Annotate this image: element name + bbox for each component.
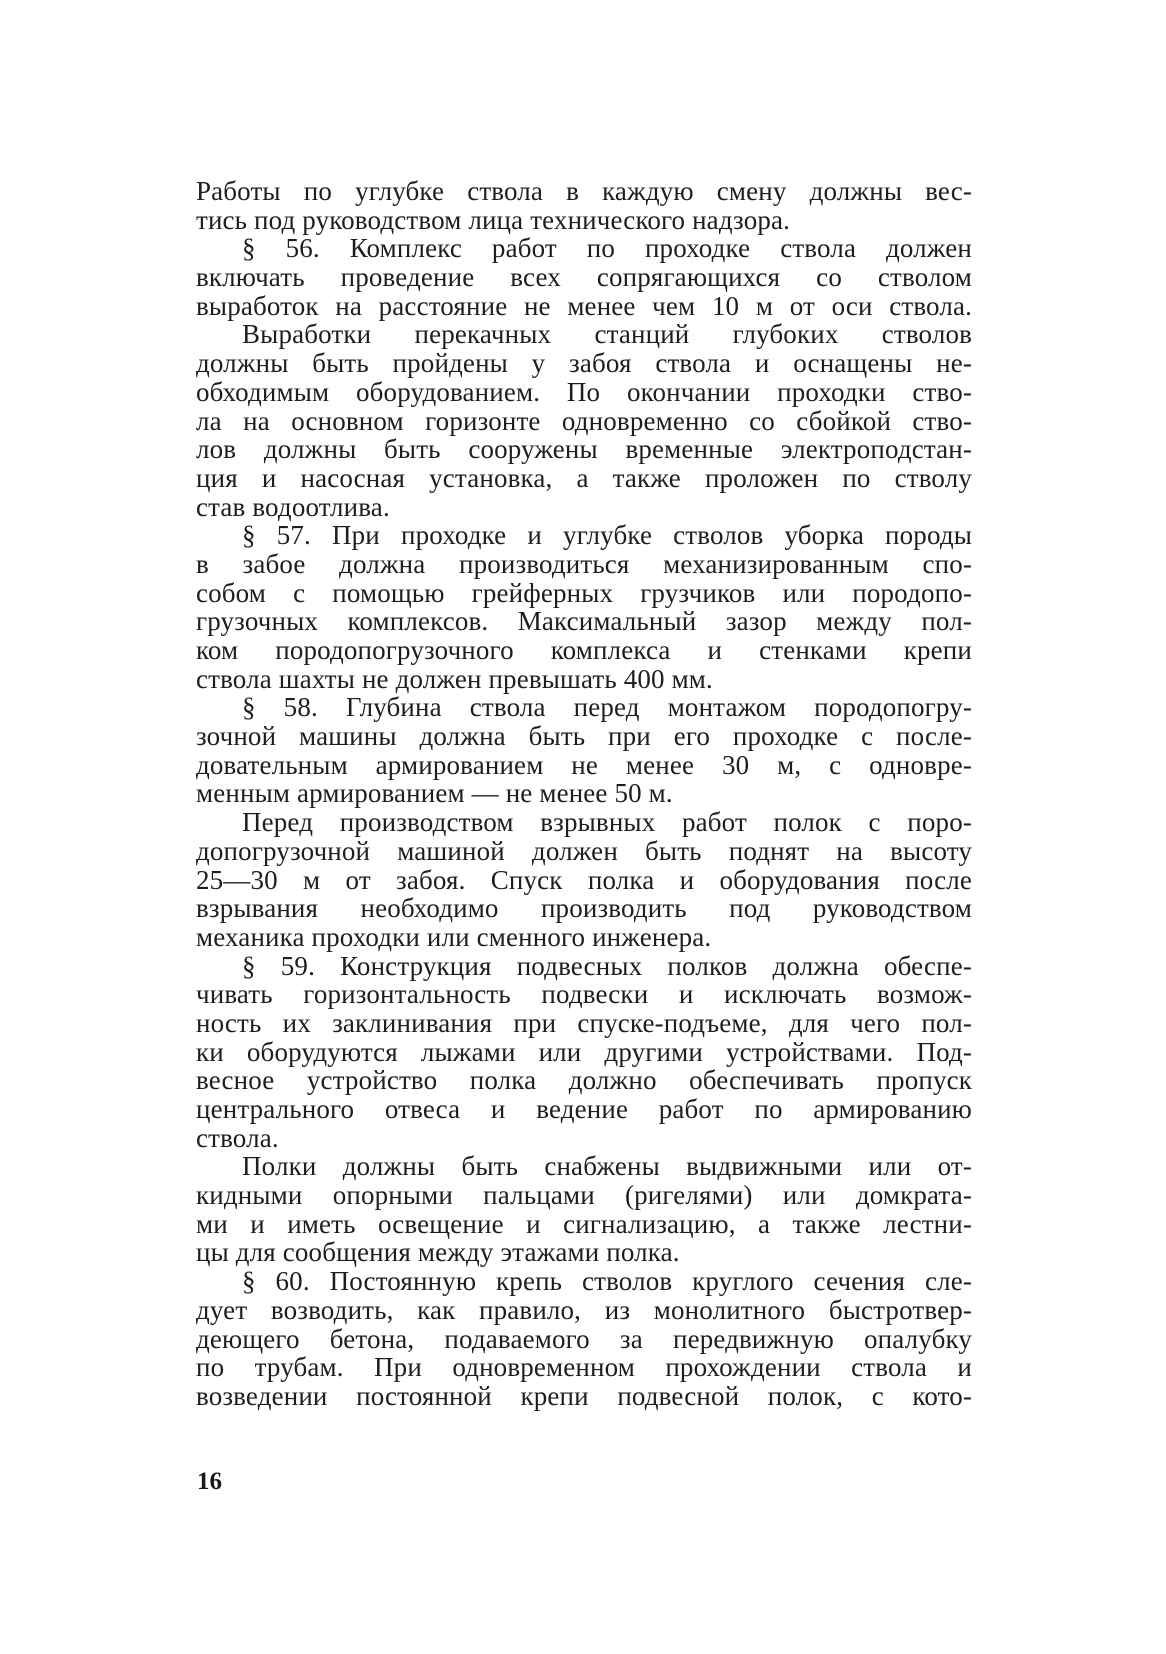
text-line: § 57. При проходке и углубке стволов уборка породы (242, 520, 972, 551)
text-line: § 59. Конструкция подвесных полков должна обеспе- (242, 950, 972, 981)
text-line: обходимым оборудованием. По окончании проходки ство- (196, 376, 972, 407)
text-line: § 60. Постоянную крепь стволов круглого сечения сле- (242, 1266, 972, 1297)
text-line: менным армированием — не менее 50 м. (196, 778, 673, 809)
text-line: грузочных комплексов. Максимальный зазор между пол- (196, 606, 972, 637)
text-line: весное устройство полка должно обеспечивать пропуск (196, 1065, 972, 1096)
text-line: выработок на расстояние не менее чем 10 м от оси ствола. (196, 290, 972, 321)
text-line: зочной машины должна быть при его проходке с после- (196, 721, 972, 752)
text-line: цы для сообщения между этажами полка. (196, 1237, 680, 1268)
text-line: Работы по углубке ствола в каждую смену должны вес- (196, 176, 972, 206)
text-line: центрального отвеса и ведение работ по армированию (196, 1094, 972, 1124)
text-line: ки оборудуются лыжами или другими устройствами. Под- (196, 1036, 972, 1067)
text-line: ком породопогрузочного комплекса и стенками крепи (196, 635, 972, 665)
text-line: по трубам. При одновременном прохождении ствола и (196, 1352, 972, 1383)
text-line: взрывания необходимо производить под руководством (196, 893, 972, 924)
text-line: ла на основном горизонте одновременно со сбойкой ство- (196, 405, 972, 436)
text-line: § 58. Глубина ствола перед монтажом породопогру- (242, 692, 972, 723)
text-line: возведении постоянной крепи подвесной полок, с кото- (196, 1380, 972, 1411)
text-line: § 56. Комплекс работ по проходке ствола должен (242, 233, 972, 264)
text-line: ствола шахты не должен превышать 400 мм. (196, 663, 713, 694)
text-line: ствола. (196, 1122, 279, 1153)
body-text (196, 177, 972, 1411)
text-line: Выработки перекачных станций глубоких стволов (242, 319, 972, 350)
text-line: допогрузочной машиной должен быть поднят на высоту (196, 835, 972, 866)
text-line: в забое должна производиться механизированным спо- (196, 548, 972, 579)
page-number: 16 (197, 1468, 222, 1495)
text-line: тись под руководством лица технического надзора. (196, 204, 791, 235)
text-line: лов должны быть сооружены временные электроподстан- (196, 434, 972, 465)
text-line: Полки должны быть снабжены выдвижными или от- (242, 1151, 972, 1182)
text-line: кидными опорными пальцами (ригелями) или домкрата- (196, 1180, 972, 1211)
text-line: должны быть пройдены у забоя ствола и оснащены не- (196, 348, 972, 379)
text-line: дует возводить, как правило, из монолитного быстротвер- (196, 1294, 972, 1325)
text-line: деющего бетона, подаваемого за передвижную опалубку (196, 1323, 972, 1354)
text-line: довательным армированием не менее 30 м, с одновре- (196, 749, 972, 780)
text-line: ми и иметь освещение и сигнализацию, а также лестни- (196, 1208, 972, 1239)
text-line: включать проведение всех сопрягающихся со стволом (196, 262, 972, 293)
text-line: ция и насосная установка, а также проложен по стволу (196, 462, 972, 493)
text-line: 25—30 м от забоя. Спуск полка и оборудования после (196, 864, 972, 895)
text-line: механика проходки или сменного инженера. (196, 921, 712, 952)
text-line: чивать горизонтальность подвески и исключать возмож- (196, 979, 972, 1010)
text-line: ность их заклинивания при спуске-подъеме, для чего пол- (196, 1007, 972, 1038)
text-line: Перед производством взрывных работ полок с поро- (242, 807, 972, 838)
text-line: став водоотлива. (196, 491, 390, 522)
text-line: собом с помощью грейферных грузчиков или породопо- (196, 577, 972, 608)
